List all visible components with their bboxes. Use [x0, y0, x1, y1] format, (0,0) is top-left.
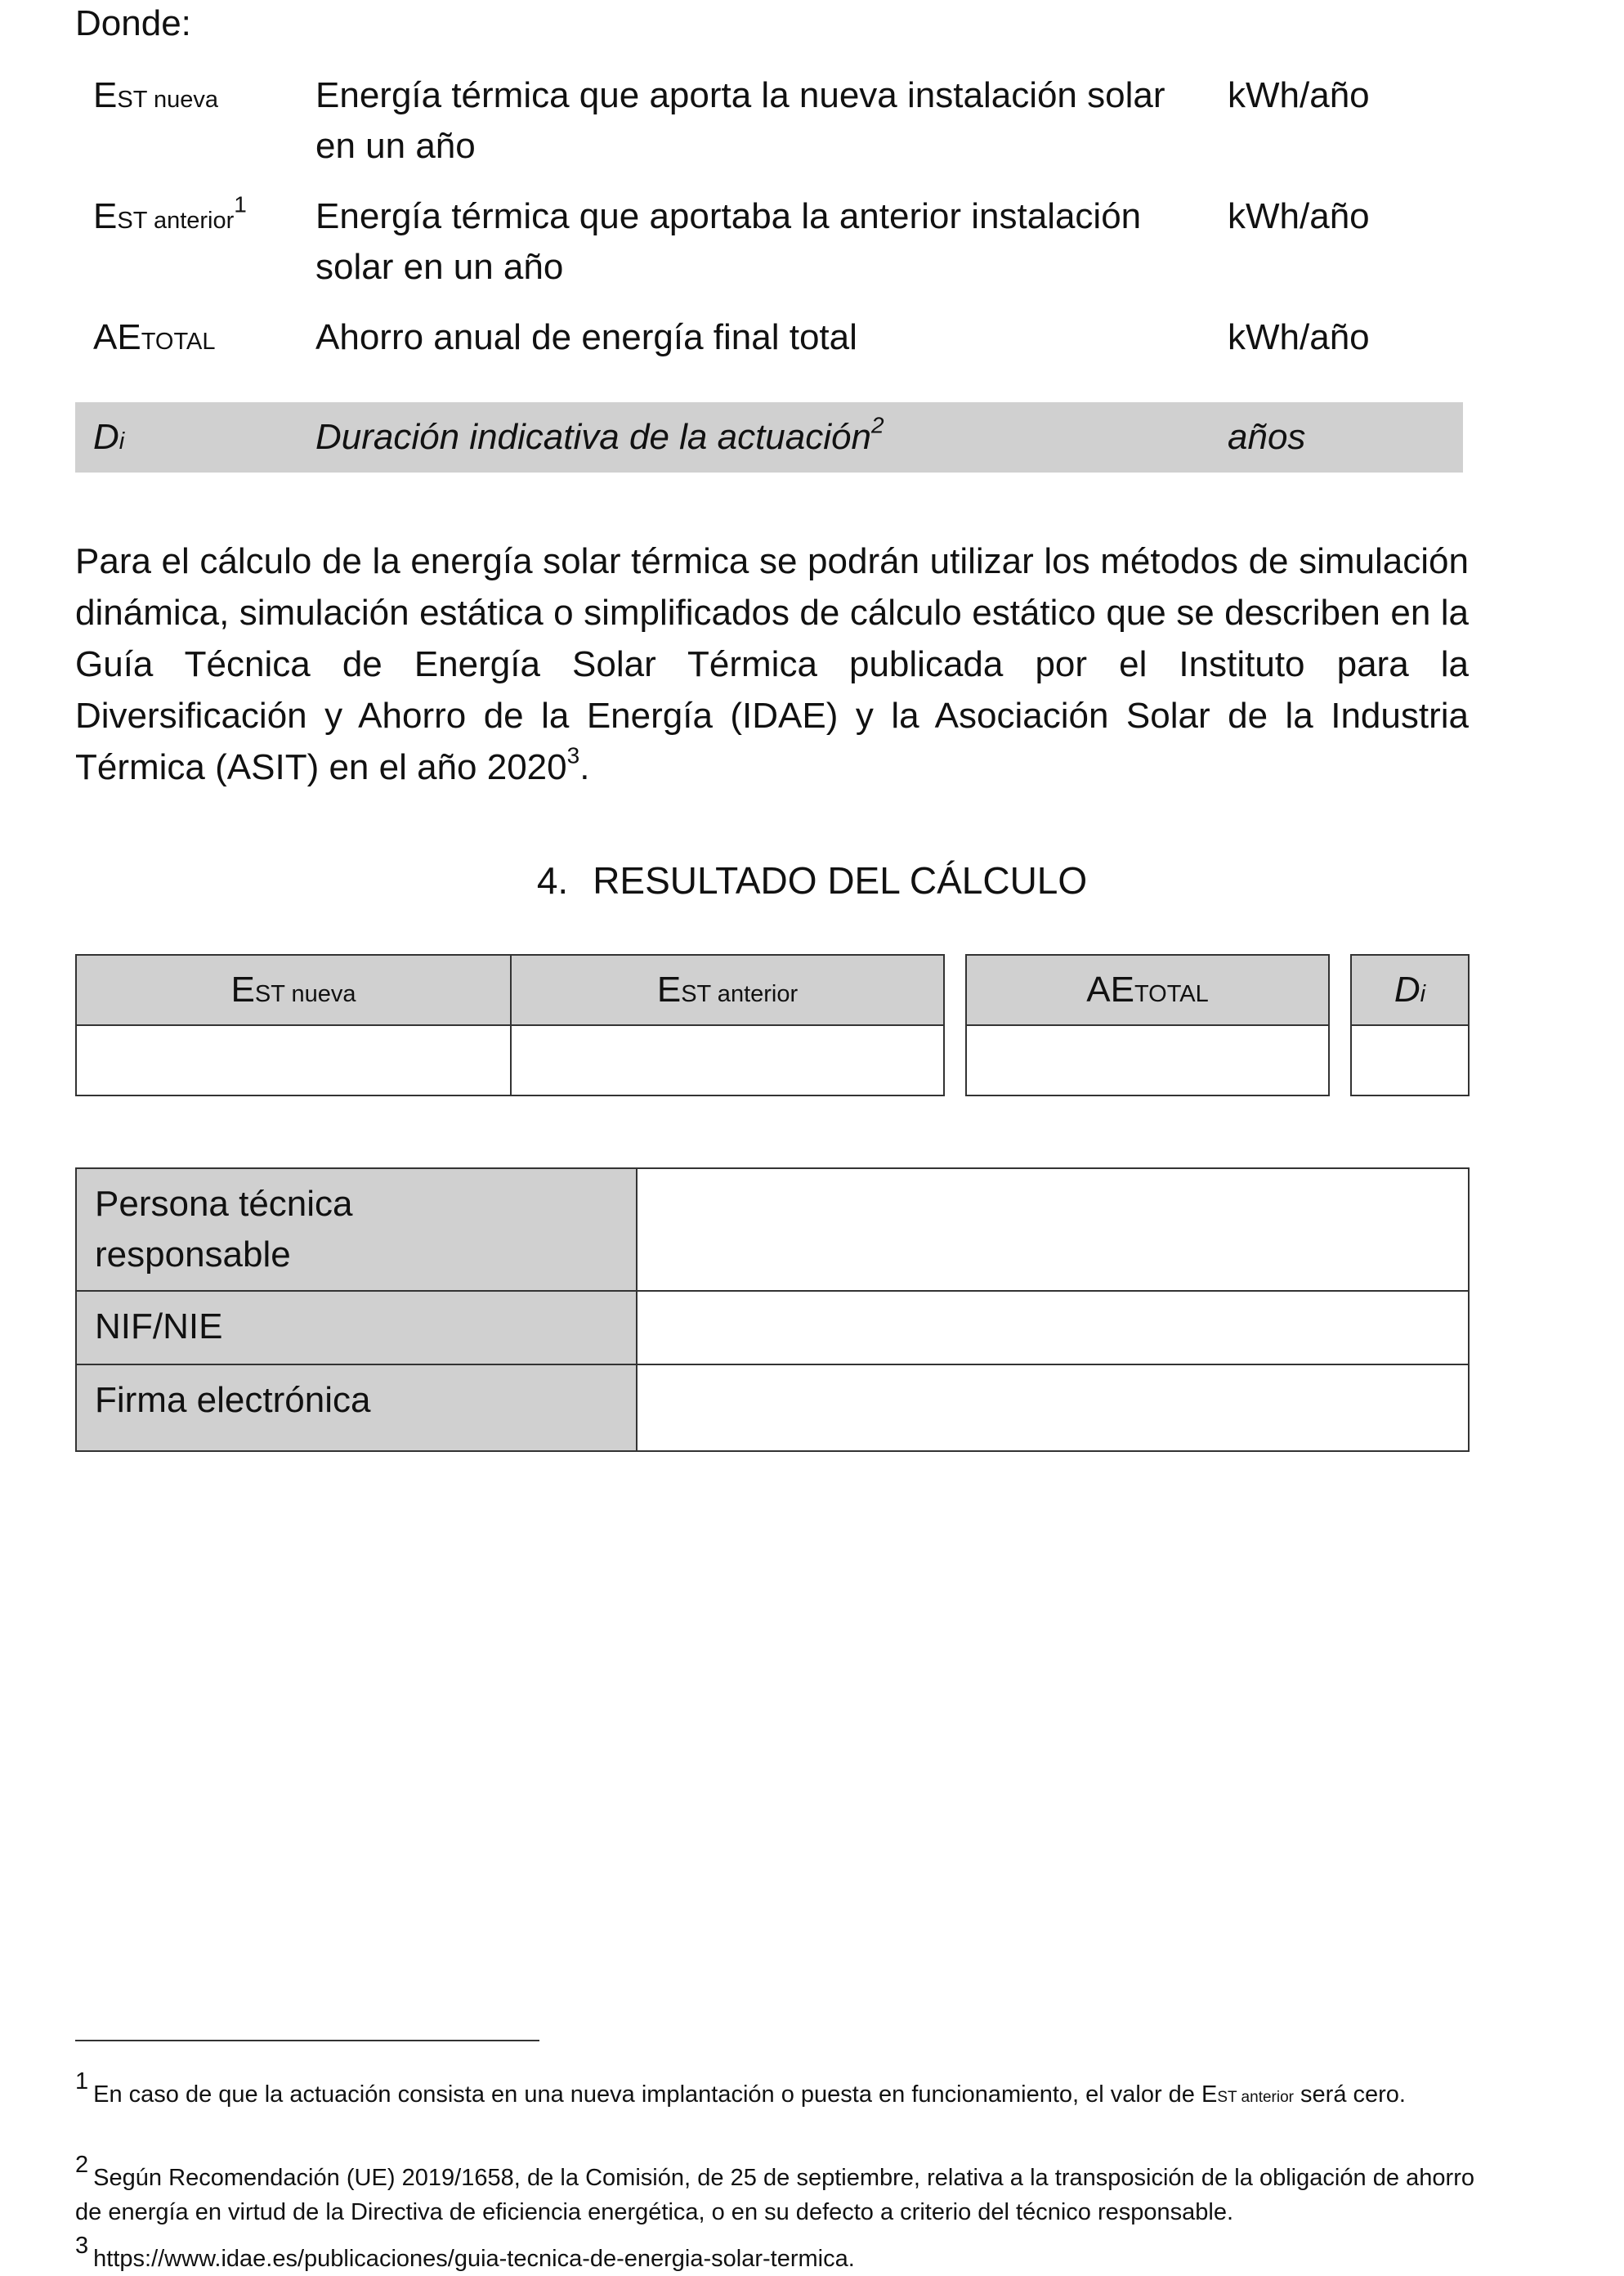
intro-label: Donde: — [75, 3, 191, 43]
definition-symbol — [93, 412, 124, 467]
symbol-subscript: i — [1420, 981, 1426, 1007]
symbol-main: D — [1394, 970, 1420, 1010]
footnote-number: 1 — [75, 2068, 89, 2095]
footnote-separator — [75, 2040, 539, 2041]
footnote-text: En caso de que la actuación consista en una nueva implantación o puesta en funcionamiento, el valor de E — [93, 2081, 1218, 2108]
symbol-main: AE — [1086, 970, 1134, 1010]
symbol-subscript: TOTAL — [141, 329, 216, 355]
symbol-main: D — [93, 417, 119, 457]
field-responsible[interactable] — [637, 1168, 1469, 1291]
footnote-2 — [75, 2148, 1474, 2229]
footnote-ref: 1 — [234, 191, 247, 217]
symbol-subscript: ST nueva — [117, 87, 218, 113]
definition-row-est-anterior — [75, 191, 1465, 298]
label-firma: Firma electrónica — [76, 1364, 637, 1451]
definition-row-ae-total — [75, 312, 1465, 366]
value-cell-ae-total[interactable] — [966, 1025, 1329, 1095]
definition-symbol — [93, 70, 218, 125]
label-nif: NIF/NIE — [76, 1291, 637, 1364]
symbol-subscript: ST nueva — [254, 981, 356, 1007]
definition-row-est-nueva — [75, 70, 1465, 177]
results-table-di — [1350, 954, 1470, 1096]
symbol-main: AE — [93, 317, 141, 357]
footnote-text: Según Recomendación (UE) 2019/1658, de la Comisión, de 25 de septiembre, relativa a la transposición de la obligación de ahorro de energía en virtud de la Directiva de eficiencia energética, o en su defecto a criterio del técnico responsable. — [75, 2164, 1474, 2225]
definition-description — [315, 412, 1174, 463]
definition-symbol — [93, 191, 247, 246]
footnote-text-end: será cero. — [1293, 2081, 1406, 2108]
footnote-number: 2 — [75, 2152, 89, 2178]
definition-description: Energía térmica que aporta la nueva instalación solar en un año — [315, 75, 1165, 166]
header-ae-total — [966, 955, 1329, 1025]
footnote-3 — [75, 2229, 1474, 2276]
definition-unit: kWh/año — [1228, 196, 1370, 236]
section-title: RESULTADO DEL CÁLCULO — [593, 859, 1088, 902]
header-est-nueva — [76, 955, 511, 1025]
symbol-main: E — [656, 970, 682, 1010]
symbol-subscript: TOTAL — [1134, 981, 1209, 1007]
paragraph-end: . — [579, 747, 590, 787]
field-firma[interactable] — [637, 1364, 1469, 1451]
body-paragraph — [75, 535, 1469, 793]
results-table-ae-total — [965, 954, 1330, 1096]
description-text: Duración indicativa de la actuación — [315, 417, 871, 457]
value-cell-est-nueva[interactable] — [76, 1025, 511, 1095]
symbol-main: E — [230, 970, 255, 1010]
definition-description: Ahorro anual de energía final total — [315, 317, 857, 357]
footnote-ref: 2 — [870, 412, 884, 438]
section-heading — [0, 858, 1624, 903]
label-responsible: Persona técnica responsable — [76, 1168, 637, 1291]
header-est-anterior — [511, 955, 944, 1025]
value-cell-est-anterior[interactable] — [511, 1025, 944, 1095]
footnote-number: 3 — [75, 2233, 89, 2259]
definition-unit: años — [1228, 417, 1306, 457]
symbol-main: E — [93, 196, 118, 236]
field-nif[interactable] — [637, 1291, 1469, 1364]
definition-description: Energía térmica que aportaba la anterior instalación solar en un año — [315, 196, 1142, 287]
footnote-1 — [75, 2064, 1474, 2115]
signature-table — [75, 1167, 1470, 1452]
section-number: 4. — [536, 859, 569, 902]
symbol-subscript: i — [119, 428, 125, 455]
value-cell-di[interactable] — [1351, 1025, 1469, 1095]
definition-unit: kWh/año — [1228, 317, 1370, 357]
footnote-link[interactable]: https://www.idae.es/publicaciones/guia-tecnica-de-energia-solar-termica. — [93, 2245, 855, 2272]
symbol-main: E — [93, 75, 118, 115]
definition-symbol — [93, 312, 215, 367]
symbol-subscript: ST anterior — [681, 981, 799, 1007]
results-table-energy — [75, 954, 945, 1096]
header-di — [1351, 955, 1469, 1025]
paragraph-text: Para el cálculo de la energía solar térmica se podrán utilizar los métodos de simulación dinámica, simulación estática o simplificados de cálculo estático que se describen en la Guía Técnica de Energía Solar Térmica publicada por el Instituto para la Diversificación y Ahorro de la Energía (IDAE) y la Asociación Solar de la Industria Térmica (ASIT) en el año 2020 — [75, 541, 1469, 787]
symbol-subscript: ST anterior — [117, 208, 235, 234]
footnote-ref: 3 — [566, 742, 580, 768]
definition-row-di — [75, 402, 1463, 473]
definition-unit: kWh/año — [1228, 75, 1370, 115]
symbol-subscript: ST anterior — [1217, 2088, 1294, 2106]
